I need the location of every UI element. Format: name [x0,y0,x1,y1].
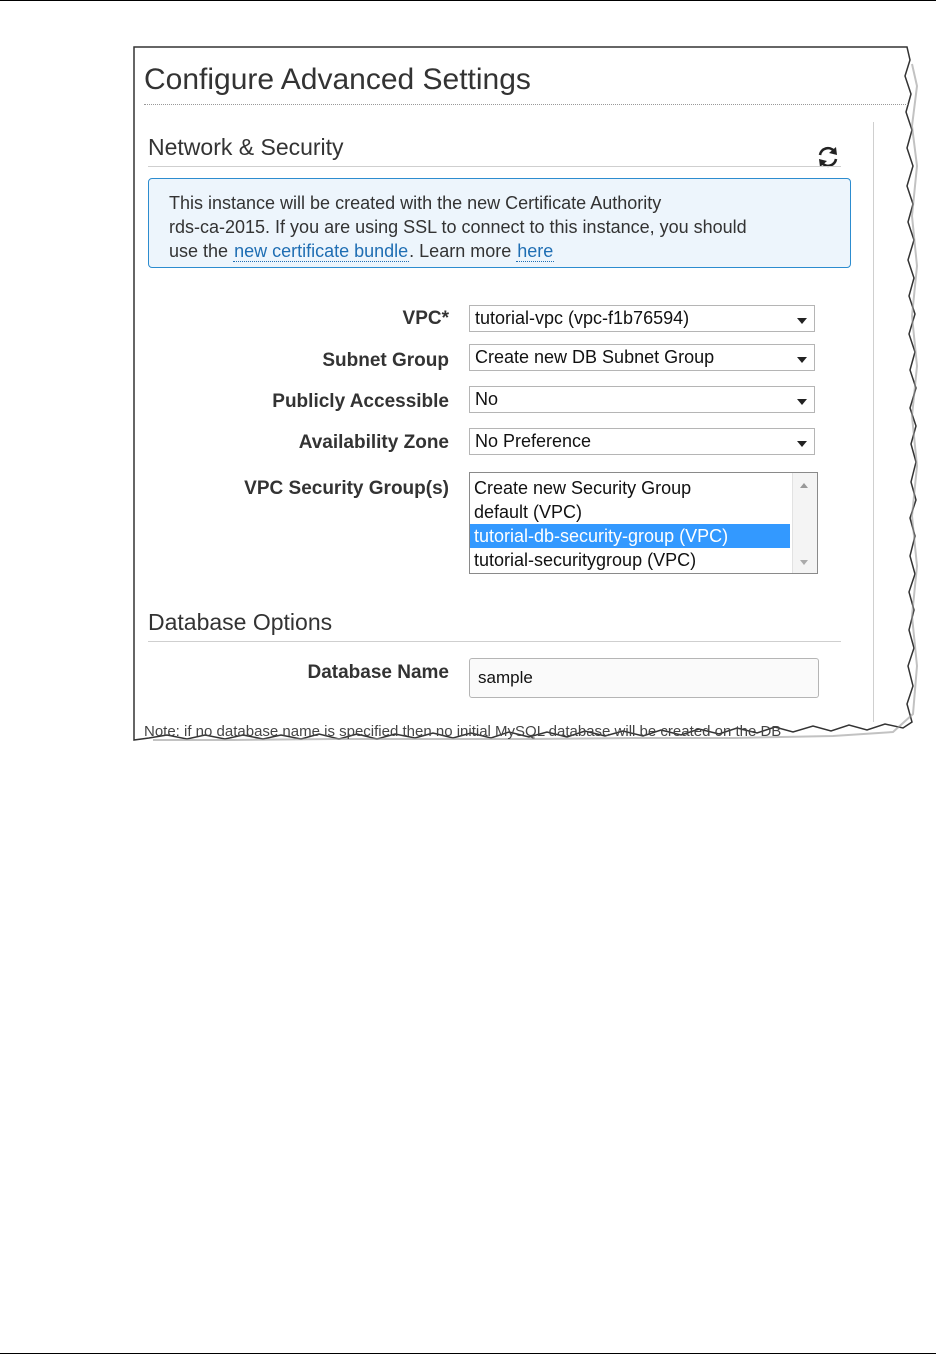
list-item[interactable]: tutorial-securitygroup (VPC) [474,550,697,570]
database-name-note: Note: if no database name is specified then no initial MySQL database will be created on the DB [144,723,782,740]
availability-zone-label: Availability Zone [298,432,449,453]
chevron-down-icon [797,318,807,324]
listbox-scrollbar[interactable] [792,473,817,573]
security-groups-listbox[interactable] [469,472,818,574]
console-panel [134,47,906,740]
panel-scroll-edge [873,122,874,722]
list-item[interactable]: default (VPC) [474,502,583,522]
section-title-database-options: Database Options [148,609,333,635]
database-name-label: Database Name [307,662,449,683]
security-groups-label: VPC Security Group(s) [244,478,449,499]
chevron-down-icon [797,399,807,405]
section-divider [148,641,841,642]
info-line-3 [169,239,840,263]
learn-more-link[interactable]: here [517,241,554,261]
title-divider [144,104,908,105]
vpc-label: VPC* [402,308,449,329]
vpc-select[interactable] [469,305,815,332]
subnet-group-value: Create new DB Subnet Group [475,347,715,367]
section-title-network-security: Network & Security [148,134,344,160]
availability-zone-value: No Preference [475,431,592,451]
list-item[interactable]: Create new Security Group [474,478,692,498]
database-name-input[interactable]: sample [469,658,819,698]
info-line-3-prefix: use the [169,241,229,261]
info-learn-more-text: . Learn more [409,241,512,261]
publicly-accessible-select[interactable] [469,386,815,413]
chevron-down-icon [797,441,807,447]
vpc-select-value: tutorial-vpc (vpc-f1b76594) [475,308,690,328]
publicly-accessible-value: No [475,389,499,409]
page-top-rule [0,0,936,1]
section-divider [148,166,841,167]
info-line-1: This instance will be created with the new Certificate Authority [169,193,662,213]
page-title: Configure Advanced Settings [144,63,531,96]
list-item-selected[interactable]: tutorial-db-security-group (VPC) [470,524,790,548]
scroll-up-icon[interactable] [800,483,808,488]
subnet-group-select[interactable] [469,344,815,371]
scroll-down-icon[interactable] [800,560,808,565]
subnet-group-label: Subnet Group [322,350,449,371]
certificate-bundle-link[interactable]: new certificate bundle [234,241,409,261]
chevron-down-icon [797,357,807,363]
screenshot-frame [133,46,917,740]
availability-zone-select[interactable] [469,428,815,455]
info-line-2: rds-ca-2015. If you are using SSL to connect to this instance, you should [169,217,747,237]
publicly-accessible-label: Publicly Accessible [272,391,449,412]
certificate-info-alert [148,178,851,268]
